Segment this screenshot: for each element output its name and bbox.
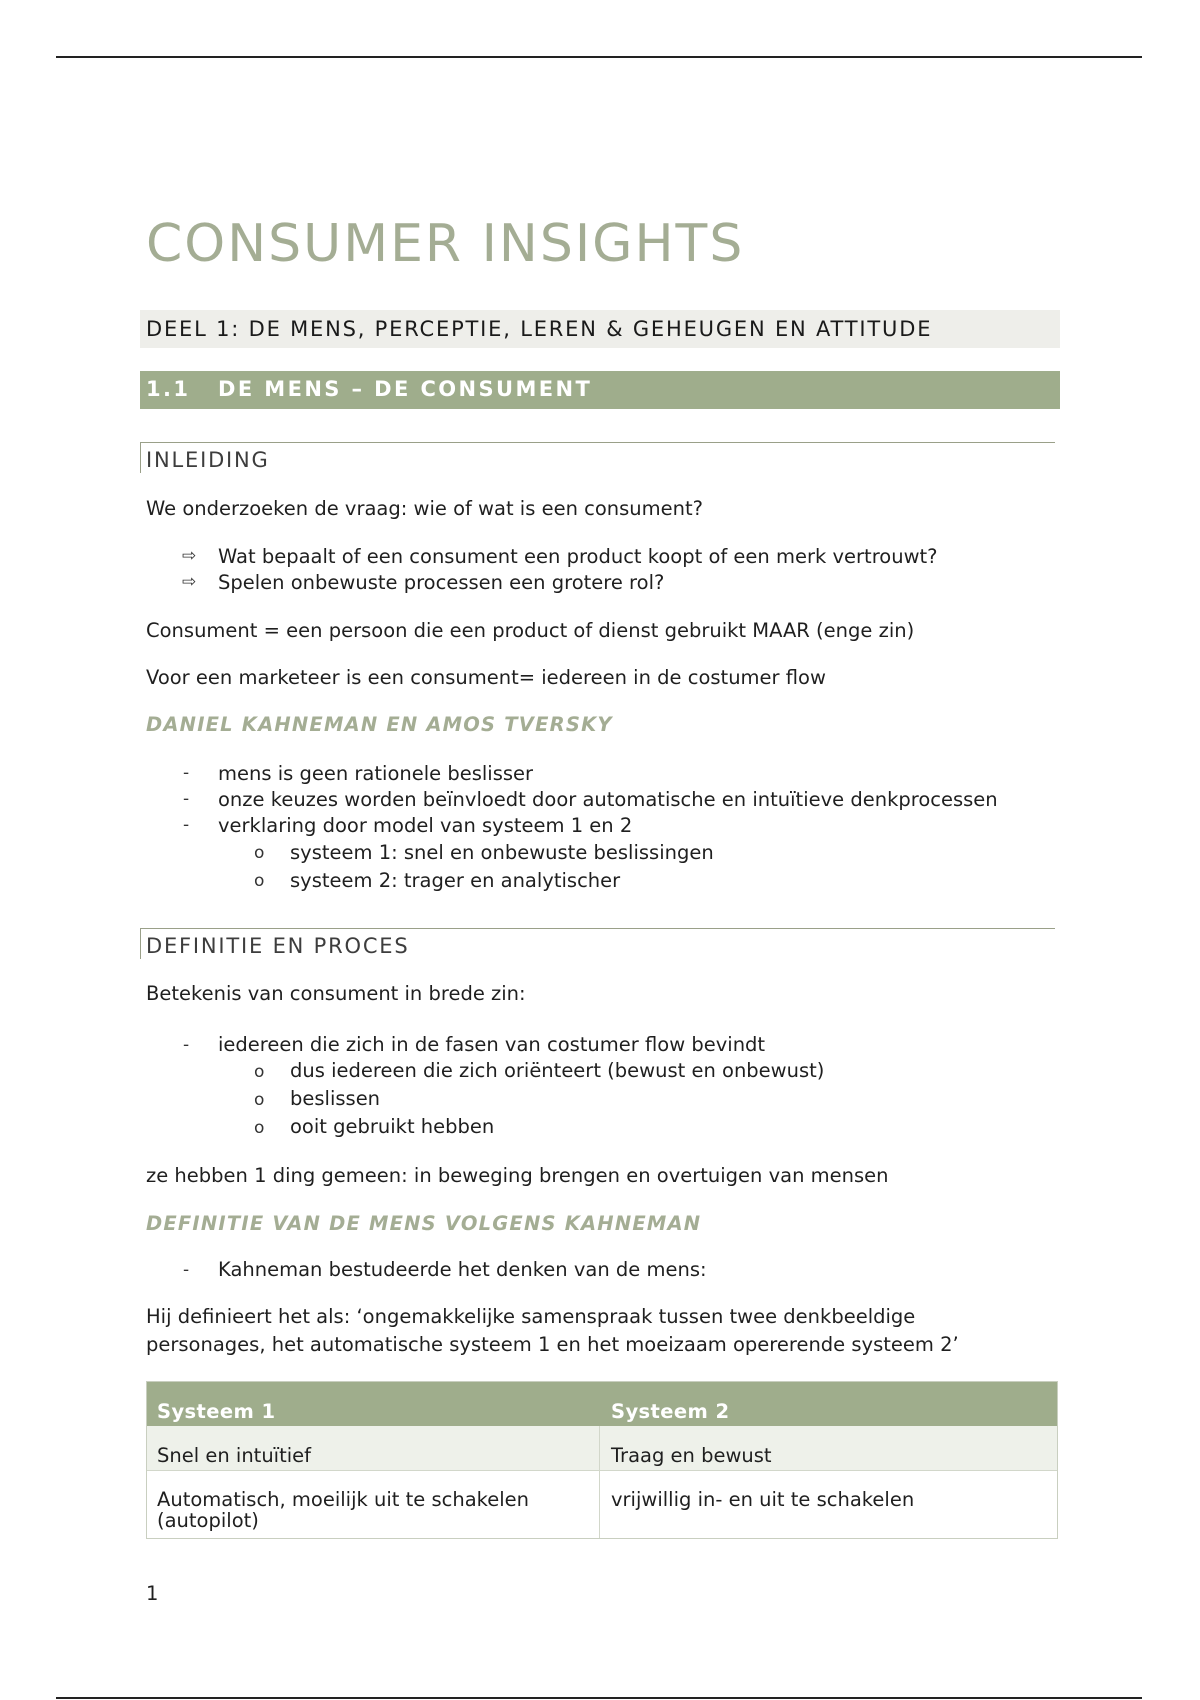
table-cell-continued: (autopilot) (157, 1509, 259, 1532)
table-header-cell: Systeem 1 (157, 1400, 276, 1423)
circle-bullet: o (254, 871, 265, 891)
sub-list-item: systeem 1: snel en onbewuste beslissingen (290, 841, 714, 864)
list-item: Spelen onbewuste processen een grotere rol? (218, 571, 665, 594)
section-heading-inleiding (140, 442, 1055, 473)
table-header-cell: Systeem 2 (611, 1400, 730, 1423)
table-cell: Snel en intuïtief (157, 1444, 312, 1467)
chapter-title: DE MENS – DE CONSUMENT (218, 377, 593, 401)
chapter-number: 1.1 (146, 377, 191, 401)
list-item: Wat bepaalt of een consument een product koopt of een merk vertrouwt? (218, 545, 938, 568)
list-item: onze keuzes worden beïnvloedt door automatische en intuïtieve denkprocessen (218, 788, 998, 811)
subheading-definitie-kahneman: DEFINITIE VAN DE MENS VOLGENS KAHNEMAN (146, 1212, 702, 1235)
section-heading-definitie (140, 928, 1055, 959)
subheading-kahneman-tversky: DANIEL KAHNEMAN EN AMOS TVERSKY (146, 713, 613, 736)
table-cell: vrijwillig in- en uit te schakelen (611, 1488, 915, 1511)
paragraph: ze hebben 1 ding gemeen: in beweging brengen en overtuigen van mensen (146, 1164, 889, 1187)
dash-bullet: - (183, 815, 190, 835)
document-title: CONSUMER INSIGHTS (146, 214, 745, 274)
dash-bullet: - (183, 1260, 190, 1280)
paragraph: Betekenis van consument in brede zin: (146, 982, 526, 1005)
circle-bullet: o (254, 843, 265, 863)
circle-bullet: o (254, 1090, 265, 1110)
footer-rule (56, 1697, 1142, 1699)
part-heading-bar (140, 310, 1060, 348)
part-heading: DEEL 1: DE MENS, PERCEPTIE, LEREN & GEHEUGEN EN ATTITUDE (146, 317, 933, 341)
list-item: iedereen die zich in de fasen van costumer flow bevindt (218, 1033, 766, 1056)
table-header-row (147, 1382, 1057, 1426)
dash-bullet: - (183, 1035, 190, 1055)
circle-bullet: o (254, 1062, 265, 1082)
sub-list-item: dus iedereen die zich oriënteert (bewust en onbewust) (290, 1059, 825, 1082)
table-cell: Automatisch, moeilijk uit te schakelen (157, 1488, 530, 1511)
paragraph: We onderzoeken de vraag: wie of wat is een consument? (146, 497, 704, 520)
arrow-bullet-icon: ⇨ (182, 546, 197, 566)
chapter-heading-bar (140, 371, 1060, 409)
list-item: verklaring door model van systeem 1 en 2 (218, 814, 633, 837)
dash-bullet: - (183, 763, 190, 783)
list-item: mens is geen rationele beslisser (218, 762, 534, 785)
quote-line: personages, het automatische systeem 1 en het moeizaam opererende systeem 2’ (146, 1333, 959, 1356)
circle-bullet: o (254, 1118, 265, 1138)
list-item: Kahneman bestudeerde het denken van de mens: (218, 1258, 707, 1281)
table-cell: Traag en bewust (611, 1444, 772, 1467)
table-column-divider (599, 1426, 600, 1538)
sub-list-item: beslissen (290, 1087, 381, 1110)
quote-line: Hij definieert het als: ‘ongemakkelijke samenspraak tussen twee denkbeeldige (146, 1305, 916, 1328)
paragraph: Voor een marketeer is een consument= iedereen in de costumer flow (146, 666, 826, 689)
systeem-comparison-table (146, 1381, 1058, 1539)
dash-bullet: - (183, 789, 190, 809)
arrow-bullet-icon: ⇨ (182, 572, 197, 592)
paragraph: Consument = een persoon die een product of dienst gebruikt MAAR (enge zin) (146, 619, 915, 642)
page-number: 1 (146, 1582, 159, 1605)
section-heading-label: INLEIDING (146, 448, 270, 472)
section-heading-label: DEFINITIE EN PROCES (146, 934, 410, 958)
header-rule (56, 56, 1142, 58)
sub-list-item: systeem 2: trager en analytischer (290, 869, 621, 892)
sub-list-item: ooit gebruikt hebben (290, 1115, 495, 1138)
